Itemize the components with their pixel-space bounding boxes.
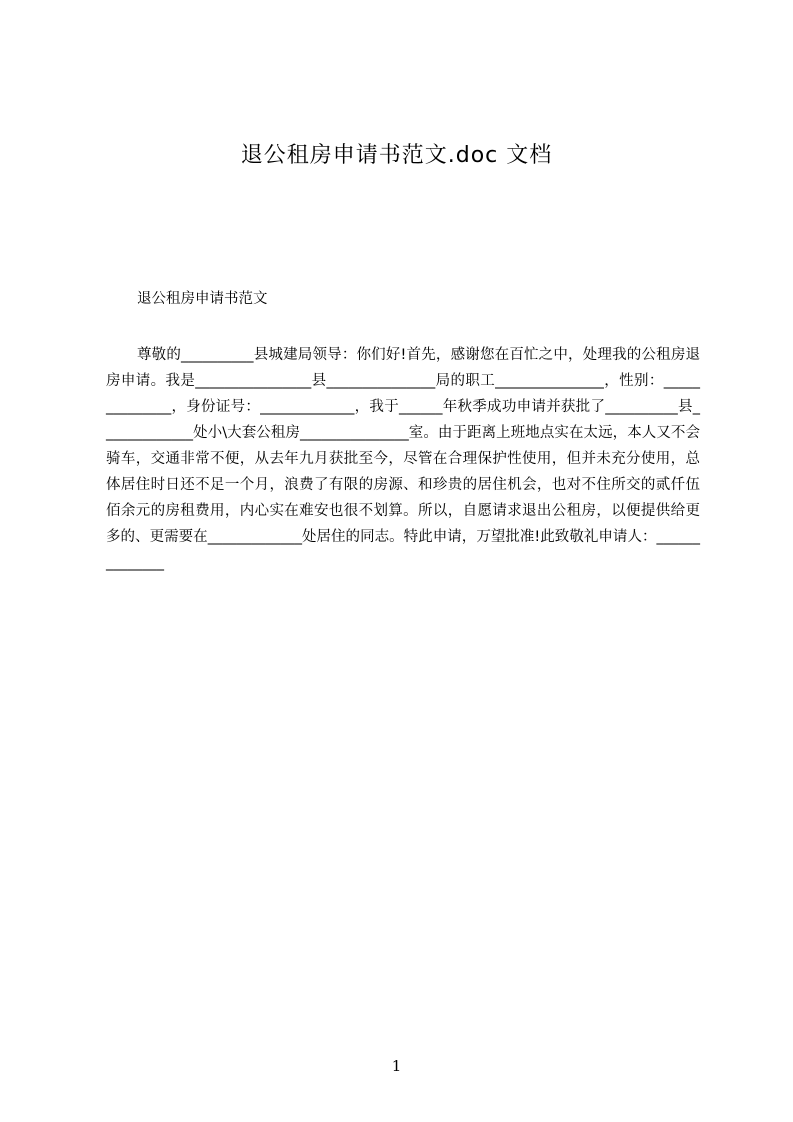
section-heading: 退公租房申请书范文 [137,291,268,307]
document-title: 退公租房申请书范文.doc 文档 [240,143,553,168]
page-number: 1 [391,1057,402,1075]
body-paragraph: 尊敬的__________县城建局领导：你们好!首先，感谢您在百忙之中，处理我的公租房退房申请。我是________________县_______________局的职工_______________，性别：______________，身份证号：_____________，我于______年秋季成功申请并获批了__________县_____________处小\大套公租房_______________室。由于距离上班地点实在太远，本人又不会骑车，交通非常不便，从去年九月获批至今，尽管在合理保护性使用，但并未充分使用，总体居住时日还不足一个月，浪费了有限的房源、和珍贵的居住机会，也对不住所交的贰仟伍佰余元的房租费用，内心实在难安也很不划算。所以，自愿请求退出公租房，以便提供给更多的、更需要在_____________处居住的同志。特此申请，万望批准!此致敬礼申请人：______________ [106,347,700,571]
